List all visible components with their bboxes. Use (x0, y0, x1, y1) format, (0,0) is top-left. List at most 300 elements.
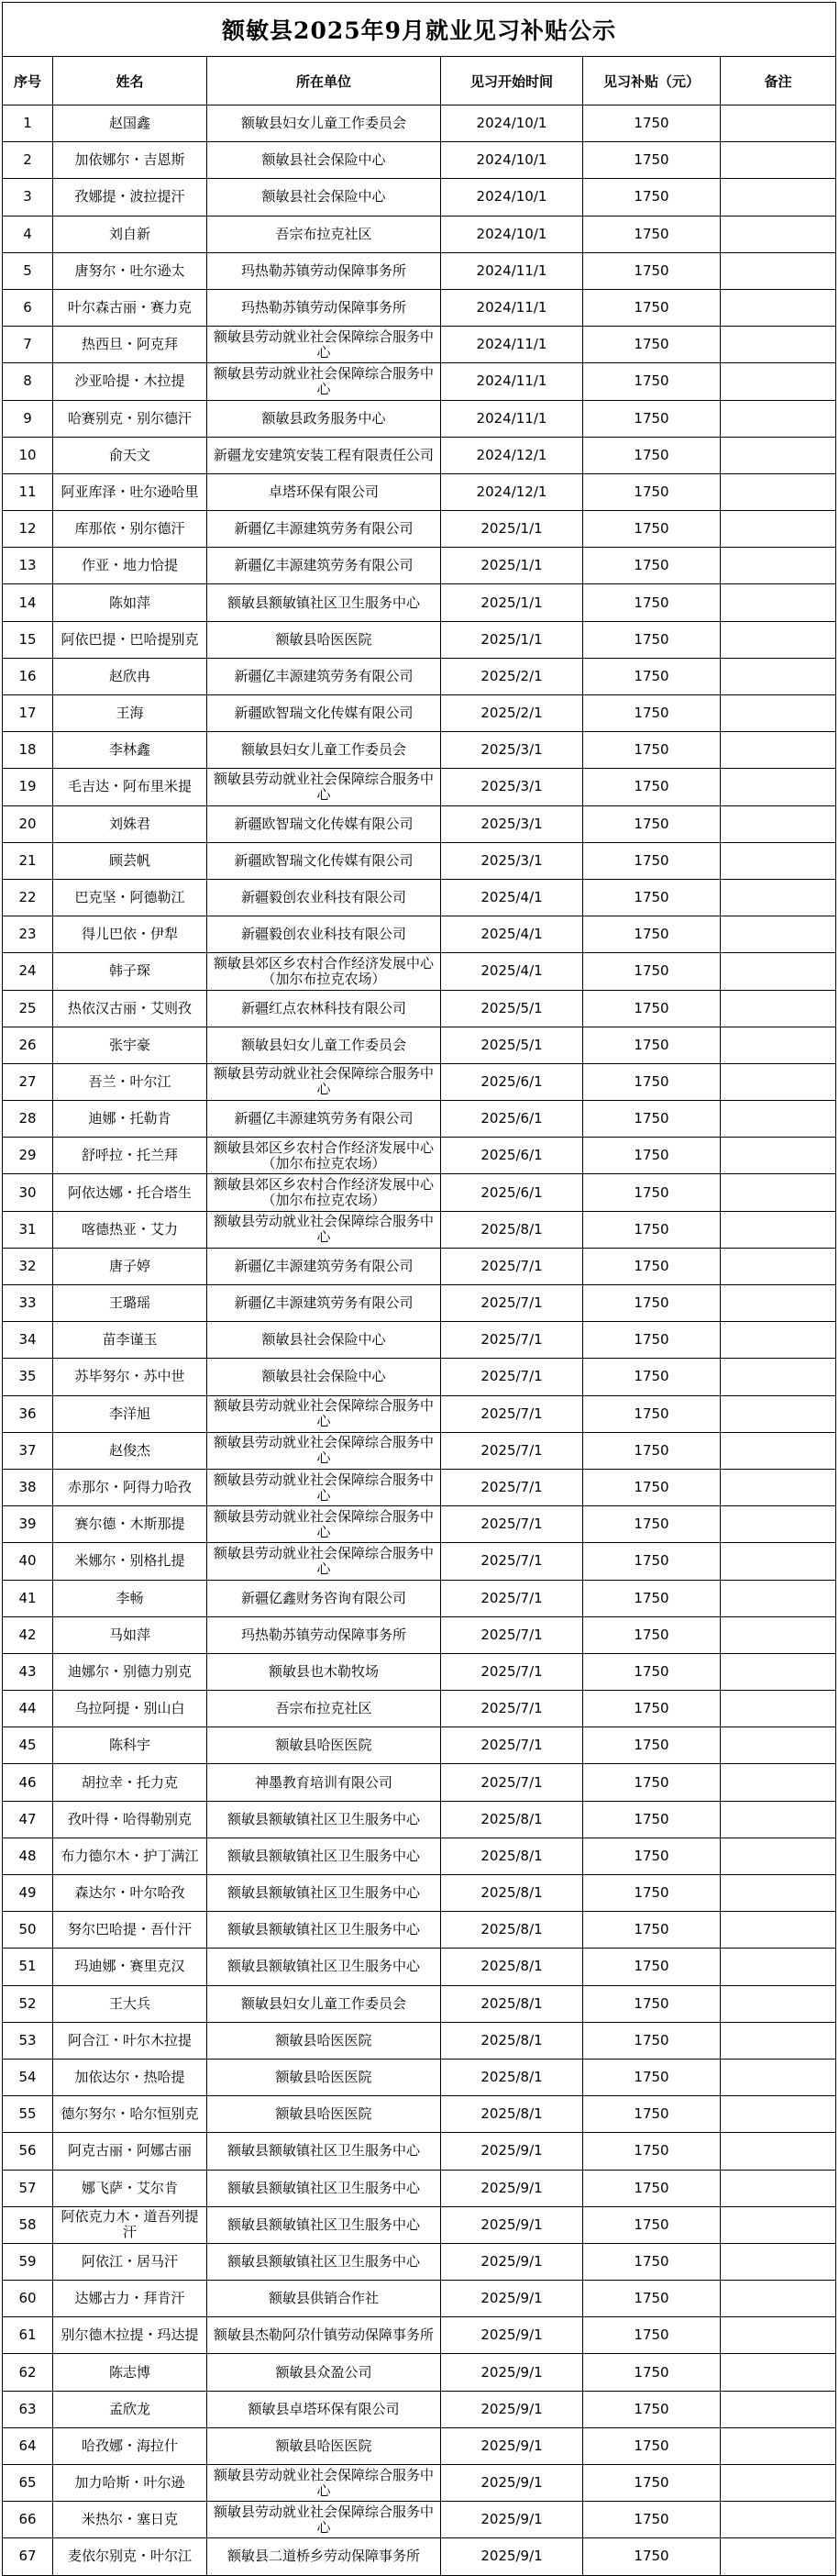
row-note-cell (721, 1764, 836, 1801)
row-unit-cell: 玛热勒苏镇劳动保障事务所 (207, 289, 441, 326)
row-name-cell: 沙亚哈提・木拉提 (53, 363, 207, 400)
row-subsidy-cell: 1750 (583, 1985, 721, 2022)
row-unit-cell: 额敏县额敏镇社区卫生服务中心 (207, 1875, 441, 1912)
row-note-cell (721, 1174, 836, 1211)
header-subsidy: 见习补贴（元） (583, 57, 721, 105)
row-subsidy-cell: 1750 (583, 2059, 721, 2095)
row-start-date-cell: 2025/7/1 (441, 1616, 583, 1653)
table-row (3, 2427, 836, 2464)
row-index-cell: 41 (3, 1580, 53, 1616)
row-note-cell (721, 2354, 836, 2391)
row-unit-cell: 额敏县劳动就业社会保障综合服务中心 (207, 1543, 441, 1580)
row-subsidy-cell: 1750 (583, 584, 721, 621)
row-subsidy-cell: 1750 (583, 2391, 721, 2427)
row-unit-cell: 额敏县郊区乡农村合作经济发展中心（加尔布拉克农场） (207, 953, 441, 990)
header-unit: 所在单位 (207, 57, 441, 105)
row-name-cell: 迪娜尔・别德力别克 (53, 1653, 207, 1690)
row-unit-cell: 额敏县妇女儿童工作委员会 (207, 1027, 441, 1063)
row-index-cell: 11 (3, 473, 53, 510)
row-name-cell: 库那依・别尔德汗 (53, 511, 207, 548)
row-subsidy-cell: 1750 (583, 1469, 721, 1505)
row-name-cell: 李林鑫 (53, 732, 207, 769)
row-unit-cell: 新疆毅创农业科技有限公司 (207, 916, 441, 953)
table-row (3, 1727, 836, 1764)
row-unit-cell: 新疆亿丰源建筑劳务有限公司 (207, 548, 441, 584)
table-row (3, 1875, 836, 1912)
row-subsidy-cell: 1750 (583, 511, 721, 548)
table-row (3, 252, 836, 289)
row-index-cell: 57 (3, 2170, 53, 2206)
row-subsidy-cell: 1750 (583, 1912, 721, 1949)
row-start-date-cell: 2025/1/1 (441, 511, 583, 548)
row-start-date-cell: 2025/1/1 (441, 548, 583, 584)
row-index-cell: 2 (3, 142, 53, 179)
row-note-cell (721, 327, 836, 363)
row-index-cell: 7 (3, 327, 53, 363)
row-note-cell (721, 769, 836, 805)
row-unit-cell: 额敏县额敏镇社区卫生服务中心 (207, 1801, 441, 1838)
row-unit-cell: 额敏县哈医医院 (207, 621, 441, 658)
row-start-date-cell: 2025/2/1 (441, 658, 583, 694)
row-unit-cell: 新疆红点农林科技有限公司 (207, 990, 441, 1027)
row-start-date-cell: 2025/8/1 (441, 2096, 583, 2133)
row-name-cell: 吾兰・叶尔江 (53, 1063, 207, 1100)
row-unit-cell: 额敏县额敏镇社区卫生服务中心 (207, 2206, 441, 2243)
row-name-cell: 唐努尔・吐尔逊太 (53, 252, 207, 289)
row-name-cell: 阿合江・叶尔木拉提 (53, 2022, 207, 2059)
row-index-cell: 20 (3, 805, 53, 842)
row-start-date-cell: 2025/2/1 (441, 695, 583, 732)
row-name-cell: 孜叶得・哈得勒别克 (53, 1801, 207, 1838)
row-subsidy-cell: 1750 (583, 2427, 721, 2464)
row-start-date-cell: 2025/8/1 (441, 2022, 583, 2059)
table-row (3, 1322, 836, 1359)
row-note-cell (721, 1101, 836, 1138)
row-unit-cell: 额敏县卓塔环保有限公司 (207, 2391, 441, 2427)
row-name-cell: 苗李谨玉 (53, 1322, 207, 1359)
row-unit-cell: 额敏县社会保险中心 (207, 1359, 441, 1395)
row-unit-cell: 吾宗布拉克社区 (207, 1691, 441, 1727)
row-name-cell: 巴克坚・阿德勒江 (53, 879, 207, 916)
row-name-cell: 李洋旭 (53, 1395, 207, 1432)
row-start-date-cell: 2025/3/1 (441, 842, 583, 879)
row-start-date-cell: 2025/7/1 (441, 1580, 583, 1616)
row-start-date-cell: 2025/7/1 (441, 1506, 583, 1543)
row-unit-cell: 新疆亿丰源建筑劳务有限公司 (207, 1101, 441, 1138)
row-unit-cell: 额敏县劳动就业社会保障综合服务中心 (207, 1432, 441, 1469)
row-note-cell (721, 548, 836, 584)
row-subsidy-cell: 1750 (583, 252, 721, 289)
row-unit-cell: 额敏县二道桥乡劳动保障事务所 (207, 2538, 441, 2575)
row-subsidy-cell: 1750 (583, 363, 721, 400)
row-name-cell: 作亚・地力恰提 (53, 548, 207, 584)
row-start-date-cell: 2025/7/1 (441, 1691, 583, 1727)
row-unit-cell: 额敏县额敏镇社区卫生服务中心 (207, 2133, 441, 2170)
row-subsidy-cell: 1750 (583, 1764, 721, 1801)
row-start-date-cell: 2025/7/1 (441, 1322, 583, 1359)
row-name-cell: 喀德热亚・艾力 (53, 1211, 207, 1248)
row-start-date-cell: 2024/10/1 (441, 216, 583, 252)
table-row (3, 1949, 836, 1985)
row-start-date-cell: 2025/9/1 (441, 2133, 583, 2170)
row-unit-cell: 额敏县众盈公司 (207, 2354, 441, 2391)
row-subsidy-cell: 1750 (583, 879, 721, 916)
header-name: 姓名 (53, 57, 207, 105)
row-start-date-cell: 2025/9/1 (441, 2354, 583, 2391)
header-note: 备注 (721, 57, 836, 105)
row-subsidy-cell: 1750 (583, 1949, 721, 1985)
table-row (3, 1101, 836, 1138)
row-name-cell: 叶尔森古丽・赛力克 (53, 289, 207, 326)
row-name-cell: 张宇豪 (53, 1027, 207, 1063)
row-note-cell (721, 1138, 836, 1174)
row-index-cell: 37 (3, 1432, 53, 1469)
row-start-date-cell: 2025/9/1 (441, 2502, 583, 2538)
row-start-date-cell: 2025/6/1 (441, 1138, 583, 1174)
row-unit-cell: 额敏县劳动就业社会保障综合服务中心 (207, 1211, 441, 1248)
row-name-cell: 玛迪娜・赛里克汉 (53, 1949, 207, 1985)
row-unit-cell: 卓塔环保有限公司 (207, 473, 441, 510)
row-unit-cell: 额敏县供销合作社 (207, 2281, 441, 2317)
row-start-date-cell: 2025/4/1 (441, 916, 583, 953)
table-row (3, 990, 836, 1027)
row-index-cell: 58 (3, 2206, 53, 2243)
row-subsidy-cell: 1750 (583, 327, 721, 363)
row-start-date-cell: 2024/11/1 (441, 252, 583, 289)
row-name-cell: 米热尔・塞日克 (53, 2502, 207, 2538)
row-start-date-cell: 2025/9/1 (441, 2170, 583, 2206)
table-row (3, 1432, 836, 1469)
row-note-cell (721, 1432, 836, 1469)
table-row (3, 548, 836, 584)
table-row (3, 1469, 836, 1505)
row-note-cell (721, 2206, 836, 2243)
row-name-cell: 阿依江・居马汗 (53, 2243, 207, 2280)
row-start-date-cell: 2025/7/1 (441, 1543, 583, 1580)
row-start-date-cell: 2025/8/1 (441, 1211, 583, 1248)
row-name-cell: 乌拉阿提・别山白 (53, 1691, 207, 1727)
row-name-cell: 森达尔・叶尔哈孜 (53, 1875, 207, 1912)
row-index-cell: 66 (3, 2502, 53, 2538)
row-note-cell (721, 1322, 836, 1359)
row-name-cell: 王璐瑶 (53, 1285, 207, 1322)
row-name-cell: 陈科宇 (53, 1727, 207, 1764)
row-index-cell: 24 (3, 953, 53, 990)
row-note-cell (721, 2538, 836, 2575)
table-row (3, 1248, 836, 1284)
row-start-date-cell: 2025/3/1 (441, 805, 583, 842)
table-row (3, 769, 836, 805)
row-subsidy-cell: 1750 (583, 216, 721, 252)
row-subsidy-cell: 1750 (583, 105, 721, 142)
row-subsidy-cell: 1750 (583, 1543, 721, 1580)
table-row (3, 1395, 836, 1432)
row-start-date-cell: 2025/7/1 (441, 1248, 583, 1284)
row-index-cell: 26 (3, 1027, 53, 1063)
row-name-cell: 王海 (53, 695, 207, 732)
table-row (3, 1285, 836, 1322)
row-index-cell: 9 (3, 400, 53, 437)
row-index-cell: 64 (3, 2427, 53, 2464)
row-index-cell: 23 (3, 916, 53, 953)
row-note-cell (721, 2059, 836, 2095)
row-subsidy-cell: 1750 (583, 916, 721, 953)
row-unit-cell: 新疆欧智瑞文化传媒有限公司 (207, 805, 441, 842)
row-subsidy-cell: 1750 (583, 953, 721, 990)
row-name-cell: 哈赛别克・别尔德汗 (53, 400, 207, 437)
row-unit-cell: 新疆亿丰源建筑劳务有限公司 (207, 658, 441, 694)
row-subsidy-cell: 1750 (583, 1063, 721, 1100)
row-start-date-cell: 2025/9/1 (441, 2391, 583, 2427)
row-name-cell: 陈志博 (53, 2354, 207, 2391)
row-note-cell (721, 363, 836, 400)
row-start-date-cell: 2025/6/1 (441, 1174, 583, 1211)
row-note-cell (721, 289, 836, 326)
row-name-cell: 加依娜尔・吉恩斯 (53, 142, 207, 179)
row-subsidy-cell: 1750 (583, 1838, 721, 1874)
row-unit-cell: 新疆龙安建筑安装工程有限责任公司 (207, 437, 441, 473)
table-row (3, 363, 836, 400)
row-subsidy-cell: 1750 (583, 695, 721, 732)
row-start-date-cell: 2025/1/1 (441, 621, 583, 658)
row-start-date-cell: 2025/8/1 (441, 1985, 583, 2022)
row-index-cell: 14 (3, 584, 53, 621)
row-name-cell: 王大兵 (53, 1985, 207, 2022)
row-start-date-cell: 2025/1/1 (441, 584, 583, 621)
row-name-cell: 加依达尔・热哈提 (53, 2059, 207, 2095)
row-start-date-cell: 2024/11/1 (441, 363, 583, 400)
row-index-cell: 17 (3, 695, 53, 732)
row-subsidy-cell: 1750 (583, 400, 721, 437)
row-name-cell: 李畅 (53, 1580, 207, 1616)
row-subsidy-cell: 1750 (583, 1138, 721, 1174)
table-row (3, 584, 836, 621)
row-subsidy-cell: 1750 (583, 1801, 721, 1838)
row-start-date-cell: 2024/10/1 (441, 105, 583, 142)
row-start-date-cell: 2025/9/1 (441, 2206, 583, 2243)
table-row (3, 2354, 836, 2391)
row-subsidy-cell: 1750 (583, 1653, 721, 1690)
row-note-cell (721, 1653, 836, 1690)
row-note-cell (721, 1211, 836, 1248)
row-note-cell (721, 2317, 836, 2354)
table-row (3, 1543, 836, 1580)
row-note-cell (721, 2133, 836, 2170)
row-unit-cell: 新疆毅创农业科技有限公司 (207, 879, 441, 916)
row-index-cell: 60 (3, 2281, 53, 2317)
row-subsidy-cell: 1750 (583, 1616, 721, 1653)
row-start-date-cell: 2025/9/1 (441, 2317, 583, 2354)
row-index-cell: 16 (3, 658, 53, 694)
row-index-cell: 5 (3, 252, 53, 289)
row-name-cell: 努尔巴哈提・吾什汗 (53, 1912, 207, 1949)
table-row (3, 105, 836, 142)
row-name-cell: 胡拉幸・托力克 (53, 1764, 207, 1801)
table-row (3, 1985, 836, 2022)
row-unit-cell: 吾宗布拉克社区 (207, 216, 441, 252)
table-row (3, 2243, 836, 2280)
row-name-cell: 韩子琛 (53, 953, 207, 990)
row-unit-cell: 额敏县哈医医院 (207, 1727, 441, 1764)
table-row (3, 1653, 836, 1690)
row-unit-cell: 新疆亿丰源建筑劳务有限公司 (207, 1285, 441, 1322)
row-start-date-cell: 2025/7/1 (441, 1653, 583, 1690)
row-unit-cell: 新疆亿鑫财务咨询有限公司 (207, 1580, 441, 1616)
row-name-cell: 热依汉古丽・艾则孜 (53, 990, 207, 1027)
row-start-date-cell: 2024/10/1 (441, 142, 583, 179)
row-start-date-cell: 2025/9/1 (441, 2281, 583, 2317)
row-note-cell (721, 1395, 836, 1432)
row-subsidy-cell: 1750 (583, 1691, 721, 1727)
row-index-cell: 34 (3, 1322, 53, 1359)
table-row (3, 1063, 836, 1100)
row-index-cell: 62 (3, 2354, 53, 2391)
table-row (3, 842, 836, 879)
table-row (3, 2391, 836, 2427)
table-row (3, 2465, 836, 2502)
row-name-cell: 加力哈斯・叶尔逊 (53, 2465, 207, 2502)
row-unit-cell: 玛热勒苏镇劳动保障事务所 (207, 1616, 441, 1653)
row-note-cell (721, 621, 836, 658)
row-unit-cell: 额敏县劳动就业社会保障综合服务中心 (207, 1063, 441, 1100)
subsidy-table (2, 2, 836, 2576)
table-row (3, 1801, 836, 1838)
row-name-cell: 俞天文 (53, 437, 207, 473)
row-index-cell: 42 (3, 1616, 53, 1653)
table-row (3, 473, 836, 510)
row-subsidy-cell: 1750 (583, 2502, 721, 2538)
row-start-date-cell: 2025/8/1 (441, 1801, 583, 1838)
row-index-cell: 48 (3, 1838, 53, 1874)
row-name-cell: 顾芸帆 (53, 842, 207, 879)
row-note-cell (721, 2022, 836, 2059)
row-unit-cell: 额敏县劳动就业社会保障综合服务中心 (207, 2465, 441, 2502)
row-index-cell: 35 (3, 1359, 53, 1395)
row-note-cell (721, 658, 836, 694)
row-start-date-cell: 2025/5/1 (441, 990, 583, 1027)
row-index-cell: 15 (3, 621, 53, 658)
row-start-date-cell: 2025/9/1 (441, 2538, 583, 2575)
row-note-cell (721, 1469, 836, 1505)
row-start-date-cell: 2025/8/1 (441, 1949, 583, 1985)
row-index-cell: 56 (3, 2133, 53, 2170)
row-subsidy-cell: 1750 (583, 732, 721, 769)
row-index-cell: 22 (3, 879, 53, 916)
table-row (3, 2538, 836, 2575)
row-note-cell (721, 252, 836, 289)
row-unit-cell: 额敏县妇女儿童工作委员会 (207, 105, 441, 142)
row-name-cell: 孟欣龙 (53, 2391, 207, 2427)
row-note-cell (721, 805, 836, 842)
row-subsidy-cell: 1750 (583, 437, 721, 473)
row-note-cell (721, 732, 836, 769)
row-index-cell: 21 (3, 842, 53, 879)
row-index-cell: 39 (3, 1506, 53, 1543)
row-unit-cell: 新疆亿丰源建筑劳务有限公司 (207, 1248, 441, 1284)
row-index-cell: 67 (3, 2538, 53, 2575)
row-index-cell: 3 (3, 179, 53, 216)
row-unit-cell: 额敏县杰勒阿尕什镇劳动保障事务所 (207, 2317, 441, 2354)
row-unit-cell: 额敏县劳动就业社会保障综合服务中心 (207, 327, 441, 363)
row-subsidy-cell: 1750 (583, 1432, 721, 1469)
row-index-cell: 46 (3, 1764, 53, 1801)
row-unit-cell: 额敏县劳动就业社会保障综合服务中心 (207, 1506, 441, 1543)
row-unit-cell: 额敏县额敏镇社区卫生服务中心 (207, 1912, 441, 1949)
table-row (3, 1616, 836, 1653)
table-row (3, 2022, 836, 2059)
table-row (3, 437, 836, 473)
table-row (3, 179, 836, 216)
table-row (3, 953, 836, 990)
row-unit-cell: 神墨教育培训有限公司 (207, 1764, 441, 1801)
row-note-cell (721, 179, 836, 216)
table-row (3, 1912, 836, 1949)
row-subsidy-cell: 1750 (583, 2281, 721, 2317)
row-index-cell: 32 (3, 1248, 53, 1284)
row-start-date-cell: 2025/3/1 (441, 769, 583, 805)
row-unit-cell: 额敏县劳动就业社会保障综合服务中心 (207, 1469, 441, 1505)
row-unit-cell: 玛热勒苏镇劳动保障事务所 (207, 252, 441, 289)
table-row (3, 511, 836, 548)
row-name-cell: 德尔努尔・哈尔恒别克 (53, 2096, 207, 2133)
table-row (3, 2502, 836, 2538)
row-subsidy-cell: 1750 (583, 990, 721, 1027)
row-name-cell: 哈孜娜・海拉什 (53, 2427, 207, 2464)
row-subsidy-cell: 1750 (583, 621, 721, 658)
row-unit-cell: 额敏县郊区乡农村合作经济发展中心（加尔布拉克农场） (207, 1138, 441, 1174)
row-name-cell: 孜娜提・波拉提汗 (53, 179, 207, 216)
row-subsidy-cell: 1750 (583, 2354, 721, 2391)
row-note-cell (721, 511, 836, 548)
row-note-cell (721, 2502, 836, 2538)
row-subsidy-cell: 1750 (583, 1727, 721, 1764)
row-index-cell: 40 (3, 1543, 53, 1580)
row-unit-cell: 额敏县哈医医院 (207, 2096, 441, 2133)
row-start-date-cell: 2024/11/1 (441, 289, 583, 326)
row-start-date-cell: 2025/8/1 (441, 1875, 583, 1912)
table-row (3, 2096, 836, 2133)
row-subsidy-cell: 1750 (583, 1027, 721, 1063)
row-note-cell (721, 1875, 836, 1912)
row-note-cell (721, 1506, 836, 1543)
row-index-cell: 63 (3, 2391, 53, 2427)
table-row (3, 695, 836, 732)
table-row (3, 2317, 836, 2354)
row-note-cell (721, 916, 836, 953)
row-unit-cell: 额敏县社会保险中心 (207, 142, 441, 179)
row-start-date-cell: 2025/9/1 (441, 2465, 583, 2502)
row-note-cell (721, 2281, 836, 2317)
row-index-cell: 45 (3, 1727, 53, 1764)
row-index-cell: 61 (3, 2317, 53, 2354)
row-name-cell: 马如萍 (53, 1616, 207, 1653)
row-note-cell (721, 1912, 836, 1949)
row-start-date-cell: 2024/12/1 (441, 473, 583, 510)
row-unit-cell: 额敏县也木勒牧场 (207, 1653, 441, 1690)
row-note-cell (721, 437, 836, 473)
table-row (3, 2206, 836, 2243)
row-index-cell: 33 (3, 1285, 53, 1322)
row-index-cell: 49 (3, 1875, 53, 1912)
row-note-cell (721, 142, 836, 179)
row-start-date-cell: 2025/7/1 (441, 1432, 583, 1469)
row-name-cell: 唐子婷 (53, 1248, 207, 1284)
row-start-date-cell: 2025/8/1 (441, 2059, 583, 2095)
row-subsidy-cell: 1750 (583, 2538, 721, 2575)
row-unit-cell: 额敏县额敏镇社区卫生服务中心 (207, 2170, 441, 2206)
table-row (3, 1027, 836, 1063)
row-note-cell (721, 1248, 836, 1284)
